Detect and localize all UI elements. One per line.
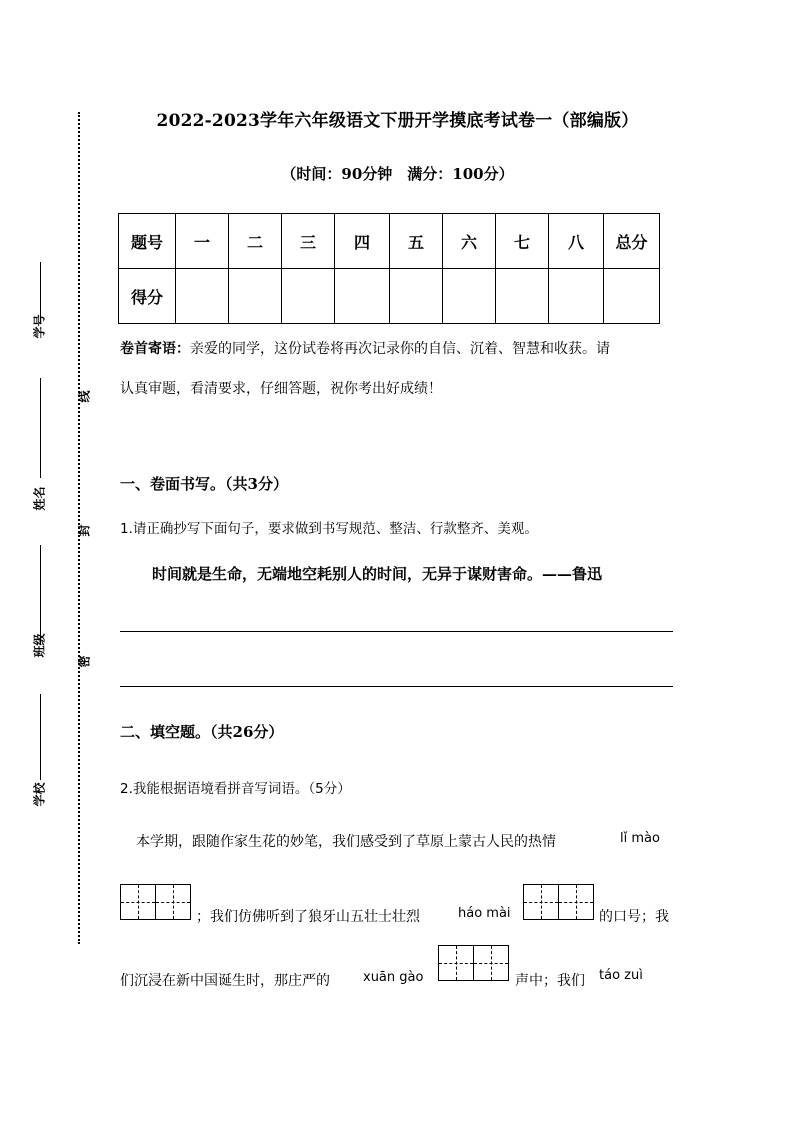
student-id-label: 学号 [32,314,47,339]
question-1: 1.请正确抄写下面句子，要求做到书写规范、整洁、行款整齐、美观。 [120,521,538,537]
grid-cell[interactable] [438,945,474,981]
header-cell: 八 [549,214,604,269]
score-cell[interactable] [229,269,282,324]
section2-heading: 二、填空题。（共26分） [120,723,284,741]
score-table-header-row [119,214,660,269]
header-cell: 七 [496,214,549,269]
header-cell: 二 [229,214,282,269]
class-line [40,545,41,643]
grid-cell[interactable] [473,945,509,981]
preface-line2: 认真审题，看清要求，仔细答题，祝你考出好成绩！ [120,381,442,397]
pinyin-1: lǐ mào [620,831,660,846]
header-cell: 五 [390,214,443,269]
page-title: 2022-2023学年六年级语文下册开学摸底考试卷一（部编版） [156,111,639,131]
copy-quote: 时间就是生命，无端地空耗别人的时间，无异于谋财害命。——鲁迅 [152,565,603,583]
score-table-score-row [119,269,660,324]
header-cell: 总分 [604,214,660,269]
section1-heading: 一、卷面书写。（共3分） [120,475,288,493]
grid-cell[interactable] [558,884,594,920]
score-cell[interactable] [390,269,443,324]
answer-grid-2[interactable] [523,884,594,920]
answer-grid-3[interactable] [438,945,509,981]
passage-line2b: 的口号；我 [599,909,669,925]
grid-cell[interactable] [120,884,156,920]
score-cell[interactable] [282,269,335,324]
binding-char-line: 线 [77,390,92,403]
score-cell[interactable] [176,269,229,324]
class-label: 班级 [32,633,47,658]
grid-cell[interactable] [523,884,559,920]
writing-line[interactable] [120,631,673,632]
header-cell: 一 [176,214,229,269]
preface-label: 卷首寄语： [120,341,190,357]
passage-line3b: 声中；我们 [515,973,585,989]
binding-char-seal: 封 [77,524,92,537]
school-label: 学校 [32,782,47,807]
grid-cell[interactable] [155,884,191,920]
score-cell[interactable] [335,269,390,324]
header-cell: 题号 [119,214,176,269]
exam-info: （时间：90分钟 满分：100分） [281,165,514,183]
answer-grid-1[interactable] [120,884,191,920]
pinyin-2: háo mài [458,906,511,921]
score-cell[interactable] [549,269,604,324]
header-cell: 六 [443,214,496,269]
passage-line2a: ；我们仿佛听到了狼牙山五壮士壮烈 [196,909,420,925]
pinyin-4: táo zuì [599,968,643,983]
school-line [40,694,41,780]
question-2: 2.我能根据语境看拼音写词语。（5分） [120,781,351,797]
score-table [118,213,660,324]
preface-line1: 亲爱的同学，这份试卷将再次记录你的自信、沉着、智慧和收获。请 [190,341,610,357]
passage-line3a: 们沉浸在新中国诞生时，那庄严的 [120,973,330,989]
passage-line1: 本学期，跟随作家生花的妙笔，我们感受到了草原上蒙古人民的热情 [136,834,556,850]
name-line [40,378,41,478]
pinyin-3: xuān gào [363,970,424,985]
score-cell[interactable] [443,269,496,324]
score-row-label: 得分 [119,269,176,324]
header-cell: 三 [282,214,335,269]
score-cell[interactable] [604,269,660,324]
binding-char-secret: 密 [77,655,92,668]
header-cell: 四 [335,214,390,269]
writing-line[interactable] [120,686,673,687]
preface [120,329,675,409]
name-label: 姓名 [32,486,47,511]
score-cell[interactable] [496,269,549,324]
